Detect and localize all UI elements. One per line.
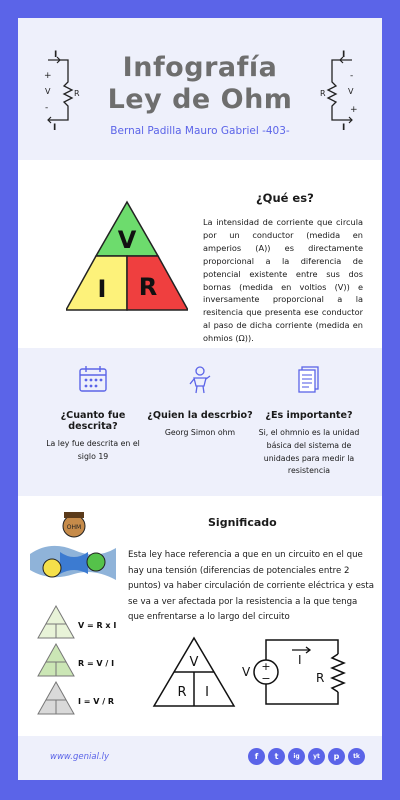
fact-who-text: Georg Simon ohm bbox=[164, 428, 236, 437]
fact-when-text: La ley fue descrita en el siglo 19 bbox=[46, 439, 140, 461]
circuit2-minus: − bbox=[261, 672, 271, 685]
triangle2-i-label: I bbox=[205, 685, 209, 700]
title-line-1: Infografía bbox=[122, 52, 278, 83]
circuit-current-label-bottom-r: I bbox=[342, 123, 346, 130]
pinterest-icon[interactable]: p bbox=[328, 748, 345, 765]
circuit2-voltage: V bbox=[242, 665, 251, 679]
triangle2-v-label: V bbox=[189, 655, 199, 670]
facts-section bbox=[18, 348, 382, 496]
formula-2: R = V / I bbox=[78, 659, 115, 668]
significado-text: Esta ley hace referencia a que en un circuito en el que hay una tensión (diferencias de potenciales entre 2 puntos) va haber circulación de corriente eléctrica y esta se va a ver afectada por la resistencia a la que tenga que enfrentarse a lo largo del circuito bbox=[128, 550, 374, 623]
triangle-r-label: R bbox=[138, 273, 158, 301]
person-icon bbox=[183, 364, 217, 394]
formula-1: V = R x I bbox=[78, 621, 117, 630]
twitter-icon[interactable]: t bbox=[268, 748, 285, 765]
significado-title: Significado bbox=[208, 516, 277, 529]
fact-who-title: ¿Quien la descrbio? bbox=[147, 410, 253, 421]
facebook-icon[interactable]: f bbox=[248, 748, 265, 765]
circuit-current-label-bottom: I bbox=[53, 123, 57, 130]
formula-triangles-image bbox=[36, 604, 126, 724]
circuit-voltage-label-r: V bbox=[348, 87, 354, 96]
circuit-plus-label-r: + bbox=[350, 105, 358, 115]
circuit-voltage-label: V bbox=[45, 87, 51, 96]
header bbox=[18, 18, 382, 160]
circuit-resistance-label-r: R bbox=[320, 89, 326, 98]
circuit-diagram bbox=[240, 632, 352, 712]
author-subtitle: Bernal Padilla Mauro Gabriel -403- bbox=[110, 125, 290, 137]
fact-who bbox=[145, 348, 255, 440]
circuit-resistance-label: R bbox=[74, 89, 80, 98]
vri-triangle-diagram bbox=[152, 636, 236, 708]
triangle-i-label: I bbox=[97, 275, 107, 303]
cartoon-ohm-label: OHM bbox=[66, 524, 82, 531]
ohm-triangle-diagram bbox=[66, 200, 188, 312]
fact-importance-title: ¿Es importante? bbox=[265, 410, 353, 421]
circuit-current-label: I bbox=[54, 50, 58, 60]
que-es-text: La intensidad de corriente que circula por un conductor (medida en amperios (A)) es directamente proporcional a la diferencia de potencial existente entre sus dos bornas (medida en voltios (V)) e inversamente proporcional a la resitencia que presenta ese conductor al paso de dicha corriente (medida en ohmios (Ω)). bbox=[203, 217, 363, 344]
calendar-icon bbox=[76, 364, 110, 394]
ohm-cartoon-image bbox=[30, 504, 116, 594]
footer bbox=[18, 736, 382, 780]
instagram-icon[interactable]: ig bbox=[288, 748, 305, 765]
circuit-plus-label: + bbox=[44, 71, 52, 81]
fact-importance bbox=[254, 348, 364, 478]
circuit-minus-label-r: - bbox=[350, 71, 354, 81]
title-line-2: Ley de Ohm bbox=[107, 84, 293, 115]
circuit-minus-label: - bbox=[45, 103, 49, 113]
circuit2-current: I bbox=[298, 653, 302, 667]
infographic-card bbox=[18, 18, 382, 780]
que-es-title: ¿Qué es? bbox=[256, 191, 314, 205]
triangle2-r-label: R bbox=[177, 685, 187, 700]
document-icon bbox=[292, 364, 326, 394]
circuit-symbol-icon-right bbox=[320, 46, 360, 130]
page-title bbox=[78, 52, 322, 116]
formula-3: I = V / R bbox=[78, 697, 115, 706]
circuit-symbol-icon-left bbox=[40, 46, 80, 130]
genially-link[interactable]: www.genial.ly bbox=[50, 752, 110, 762]
circuit2-resistance: R bbox=[316, 671, 325, 685]
tiktok-icon[interactable]: tk bbox=[348, 748, 365, 765]
fact-importance-text: Si, el ohmnio es la unidad básica del sistema de unidades para medir la resistencia bbox=[258, 428, 360, 476]
fact-when-title: ¿Cuanto fue descrita? bbox=[60, 410, 126, 432]
triangle-v-label: V bbox=[117, 226, 137, 254]
fact-when bbox=[38, 348, 148, 464]
circuit-current-label-r: I bbox=[342, 50, 346, 60]
youtube-icon[interactable]: yt bbox=[308, 748, 325, 765]
circuit2-plus: + bbox=[261, 660, 271, 673]
